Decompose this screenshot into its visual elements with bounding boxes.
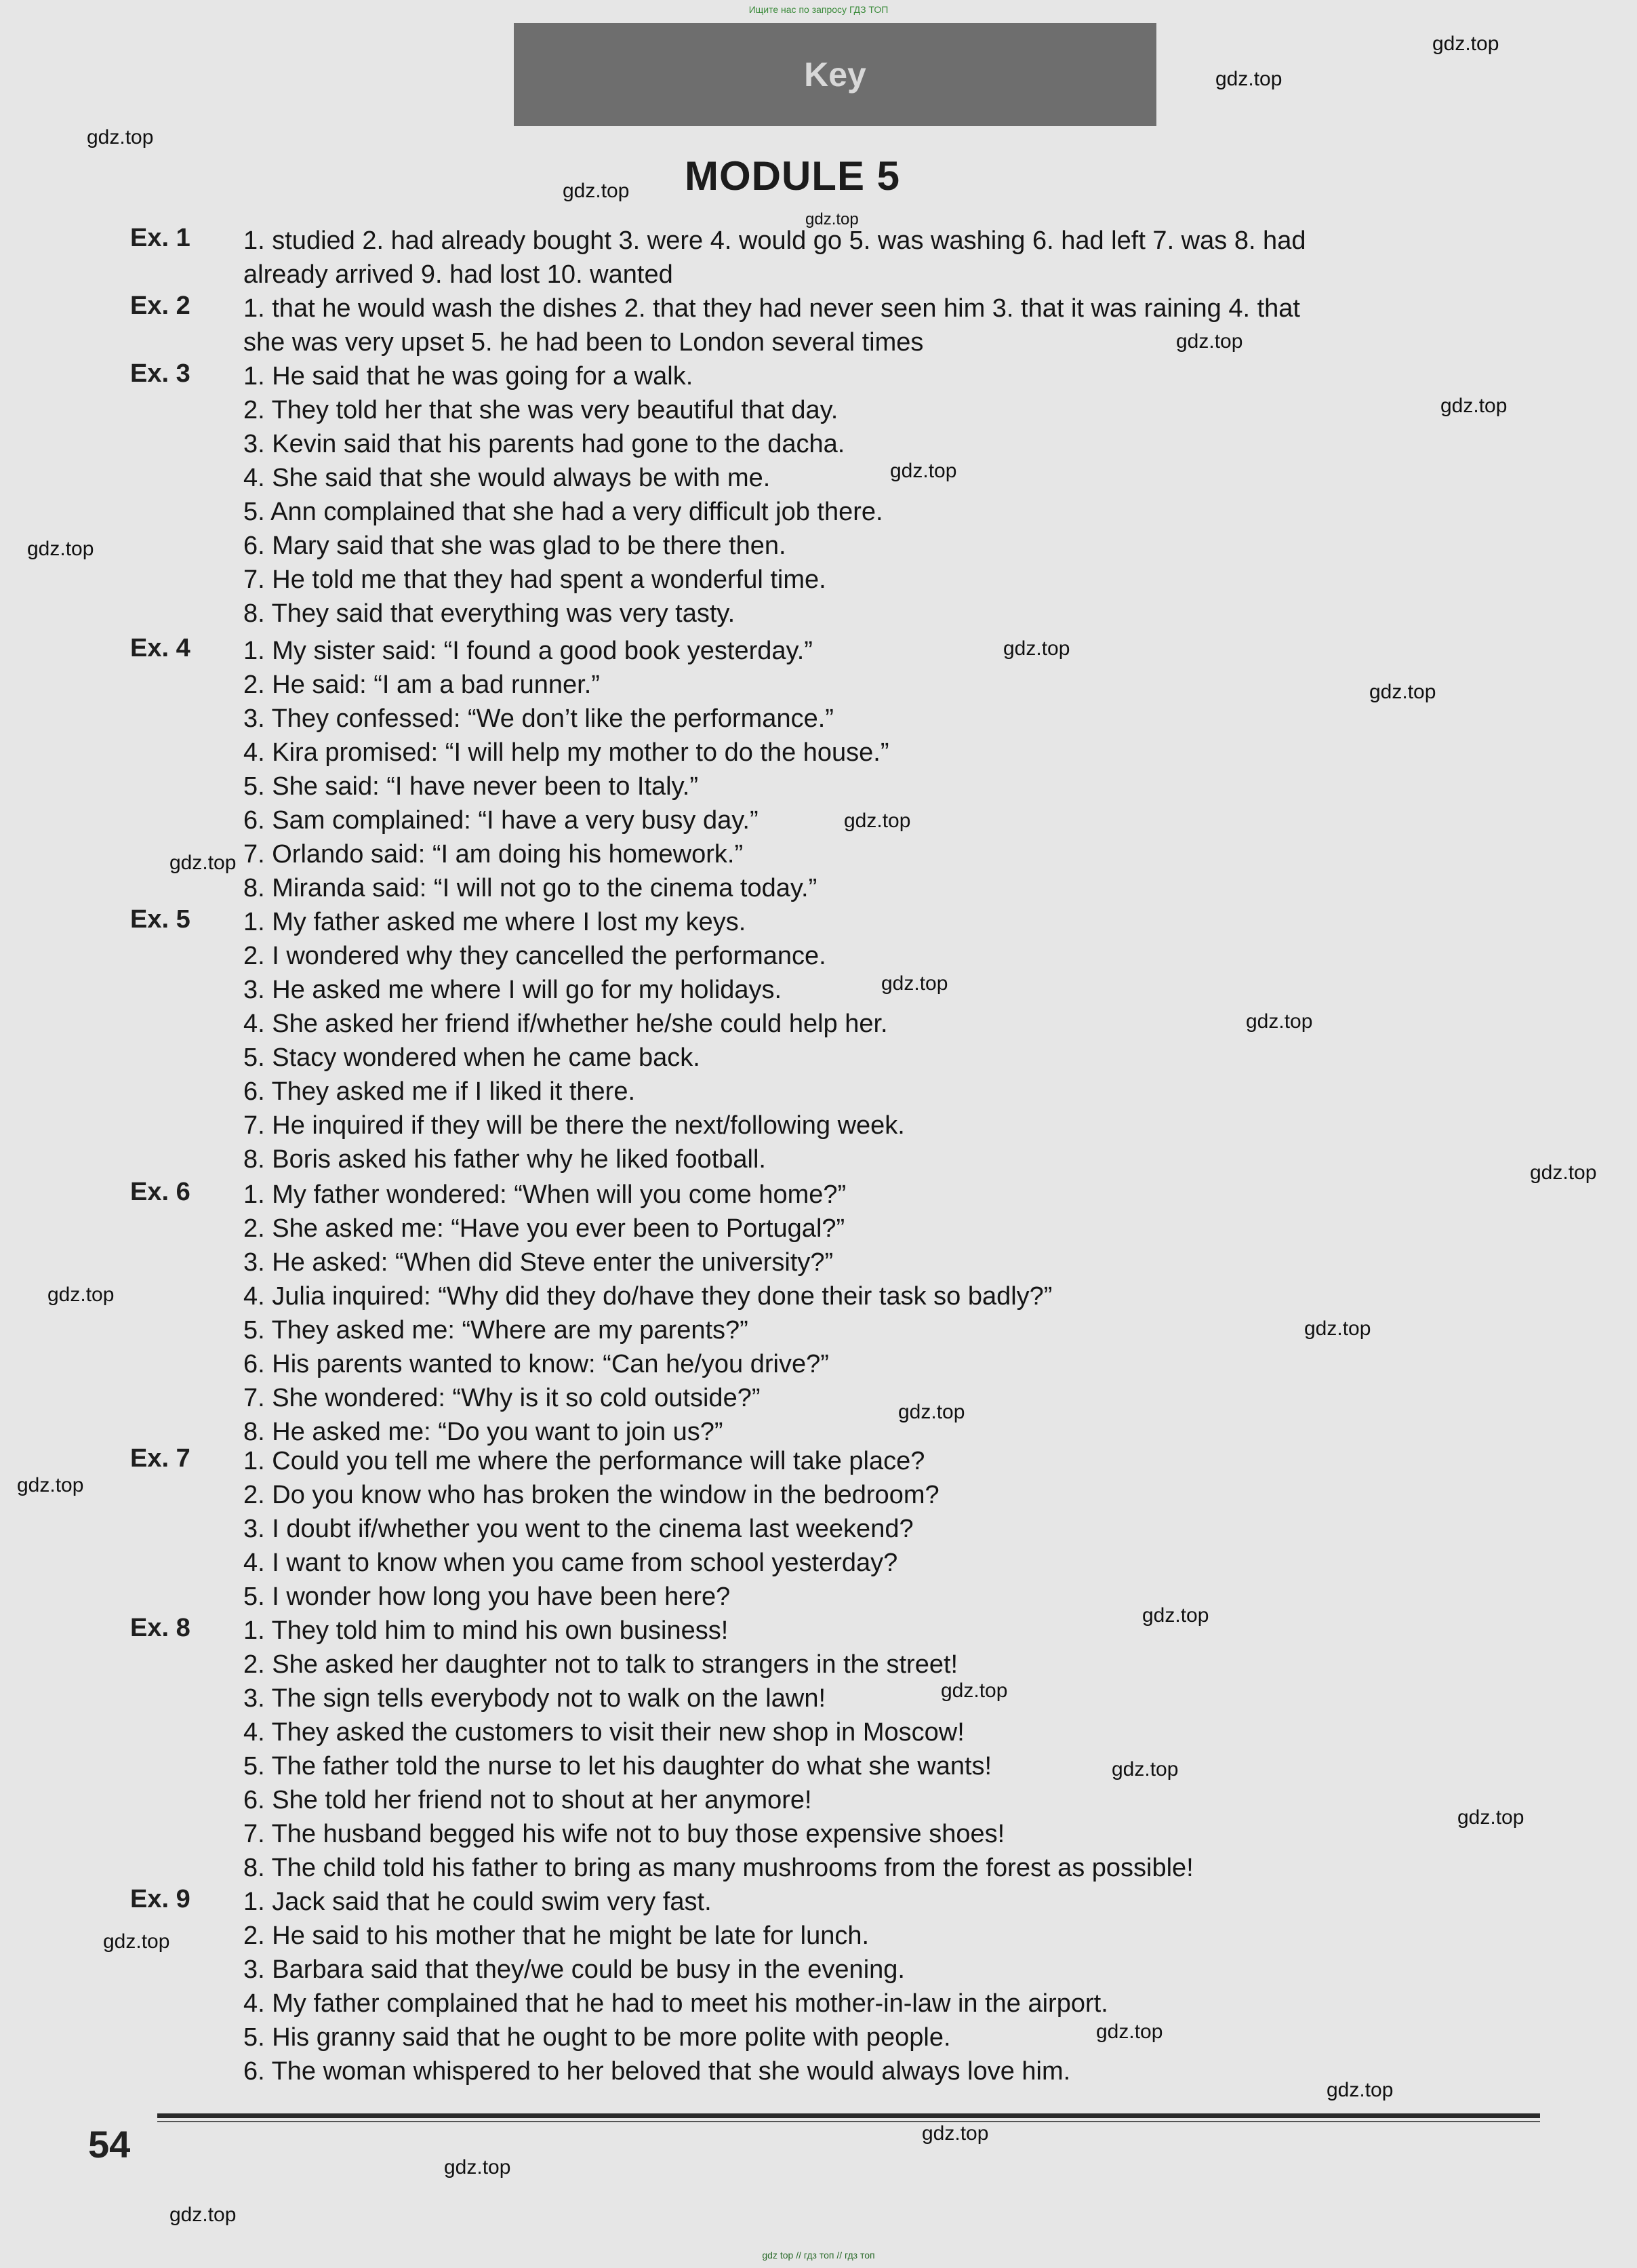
footer-rule-thin xyxy=(157,2121,1540,2122)
watermark: gdz.top xyxy=(103,1930,170,1953)
watermark: gdz.top xyxy=(87,126,154,148)
exercise-label: Ex. 8 xyxy=(130,1614,190,1642)
answer-line: 8. The child told his father to bring as many mushrooms from the forest as possible! xyxy=(243,1854,1194,1882)
answer-line: 5. Stacy wondered when he came back. xyxy=(243,1043,700,1072)
answer-line: 1. Jack said that he could swim very fast. xyxy=(243,1888,712,1916)
watermark: gdz.top xyxy=(805,210,859,228)
watermark: gdz.top xyxy=(1096,2021,1163,2043)
answer-line: 3. He asked me where I will go for my holidays. xyxy=(243,976,782,1004)
exercise-label: Ex. 1 xyxy=(130,224,190,252)
answer-line: 4. My father complained that he had to meet his mother-in-law in the airport. xyxy=(243,1989,1108,2018)
answer-line: 5. They asked me: “Where are my parents?” xyxy=(243,1316,748,1345)
answer-line: 5. The father told the nurse to let his daughter do what she wants! xyxy=(243,1752,992,1780)
answer-line: 3. The sign tells everybody not to walk on the lawn! xyxy=(243,1684,826,1713)
answer-line: 7. He told me that they had spent a wonderful time. xyxy=(243,565,826,594)
answer-line: 2. I wondered why they cancelled the performance. xyxy=(243,942,826,970)
answer-line: 2. Do you know who has broken the window in the bedroom? xyxy=(243,1481,939,1509)
answer-line: 8. Boris asked his father why he liked football. xyxy=(243,1145,766,1174)
answer-line: 5. She said: “I have never been to Italy.” xyxy=(243,772,699,801)
answer-line: 1. My sister said: “I found a good book yesterday.” xyxy=(243,637,813,665)
exercise-label: Ex. 2 xyxy=(130,292,190,320)
answer-line: 5. His granny said that he ought to be more polite with people. xyxy=(243,2023,951,2052)
answer-line: 1. He said that he was going for a walk. xyxy=(243,362,693,391)
answer-line: 7. He inquired if they will be there the next/following week. xyxy=(243,1111,905,1140)
watermark: gdz.top xyxy=(898,1401,965,1423)
exercise-label: Ex. 7 xyxy=(130,1444,190,1473)
answer-line: 1. My father wondered: “When will you come home?” xyxy=(243,1180,847,1209)
watermark: gdz.top xyxy=(563,180,630,202)
watermark: gdz.top xyxy=(1457,1806,1524,1829)
footer-rule xyxy=(157,2113,1540,2118)
watermark: gdz.top xyxy=(169,852,237,874)
answer-line: 8. They said that everything was very tasty. xyxy=(243,599,735,628)
answer-line: 7. The husband begged his wife not to buy those expensive shoes! xyxy=(243,1820,1005,1848)
page-number: 54 xyxy=(88,2123,131,2166)
key-header-label: Key xyxy=(804,56,866,94)
answer-line: 4. Kira promised: “I will help my mother to do the house.” xyxy=(243,738,889,767)
module-title: MODULE 5 xyxy=(685,153,901,199)
answer-line: 6. They asked me if I liked it there. xyxy=(243,1077,636,1106)
answer-line: 2. He said to his mother that he might be late for lunch. xyxy=(243,1922,870,1950)
answer-line: 2. They told her that she was very beautiful that day. xyxy=(243,396,838,424)
answer-line: 3. He asked: “When did Steve enter the university?” xyxy=(243,1248,834,1277)
exercise-label: Ex. 6 xyxy=(130,1178,190,1206)
watermark: gdz.top xyxy=(1246,1010,1313,1033)
watermark: gdz.top xyxy=(1432,33,1499,55)
answer-line: 3. Kevin said that his parents had gone to the dacha. xyxy=(243,430,845,458)
answer-line: 1. studied 2. had already bought 3. were 4. would go 5. was washing 6. had left 7. was 8. had xyxy=(243,226,1306,255)
answer-line: 6. She told her friend not to shout at her anymore! xyxy=(243,1786,812,1814)
watermark: gdz.top xyxy=(1003,637,1070,660)
bottom-banner: gdz top // гдз топ // гдз топ xyxy=(762,2250,875,2261)
watermark: gdz.top xyxy=(1176,330,1243,353)
answer-line: 1. Could you tell me where the performance will take place? xyxy=(243,1447,925,1475)
watermark: gdz.top xyxy=(1215,68,1282,90)
answer-line: 3. Barbara said that they/we could be busy in the evening. xyxy=(243,1955,905,1984)
answer-line: 6. Mary said that she was glad to be there then. xyxy=(243,532,786,560)
watermark: gdz.top xyxy=(844,810,911,832)
answer-line: 6. Sam complained: “I have a very busy day.” xyxy=(243,806,759,835)
answer-line: 1. that he would wash the dishes 2. that they had never seen him 3. that it was raining 4. that xyxy=(243,294,1300,323)
answer-line: 2. She asked her daughter not to talk to strangers in the street! xyxy=(243,1650,958,1679)
answer-line: 5. I wonder how long you have been here? xyxy=(243,1583,731,1611)
watermark: gdz.top xyxy=(169,2204,237,2226)
answer-line: 2. She asked me: “Have you ever been to Portugal?” xyxy=(243,1214,845,1243)
answer-line: 4. She asked her friend if/whether he/she could help her. xyxy=(243,1010,888,1038)
answer-line: 4. I want to know when you came from school yesterday? xyxy=(243,1549,898,1577)
watermark: gdz.top xyxy=(881,972,948,995)
answer-line: 6. His parents wanted to know: “Can he/you drive?” xyxy=(243,1350,829,1378)
exercise-label: Ex. 3 xyxy=(130,359,190,388)
watermark: gdz.top xyxy=(1304,1317,1371,1340)
top-banner: Ищите нас по запросу ГДЗ ТОП xyxy=(748,4,889,15)
answer-line: 4. She said that she would always be with me. xyxy=(243,464,771,492)
watermark: gdz.top xyxy=(1327,2079,1394,2101)
answer-line: 2. He said: “I am a bad runner.” xyxy=(243,671,600,699)
answer-line: 1. My father asked me where I lost my keys. xyxy=(243,908,746,936)
answer-line: already arrived 9. had lost 10. wanted xyxy=(243,260,673,289)
answer-line: she was very upset 5. he had been to London several times xyxy=(243,328,924,357)
watermark: gdz.top xyxy=(1369,681,1436,703)
answer-line: 4. They asked the customers to visit their new shop in Moscow! xyxy=(243,1718,965,1747)
watermark: gdz.top xyxy=(27,538,94,560)
watermark: gdz.top xyxy=(890,460,957,482)
watermark: gdz.top xyxy=(47,1284,115,1306)
answer-line: 4. Julia inquired: “Why did they do/have they done their task so badly?” xyxy=(243,1282,1053,1311)
answer-line: 1. They told him to mind his own business! xyxy=(243,1616,729,1645)
exercise-label: Ex. 4 xyxy=(130,634,190,662)
watermark: gdz.top xyxy=(1440,395,1508,417)
watermark: gdz.top xyxy=(1142,1604,1209,1627)
watermark: gdz.top xyxy=(1112,1758,1179,1780)
answer-line: 6. The woman whispered to her beloved that she would always love him. xyxy=(243,2057,1071,2086)
key-header-box xyxy=(514,23,1156,126)
watermark: gdz.top xyxy=(941,1679,1008,1702)
answer-line: 8. He asked me: “Do you want to join us?” xyxy=(243,1418,723,1446)
exercise-label: Ex. 5 xyxy=(130,905,190,934)
answer-line: 3. They confessed: “We don’t like the performance.” xyxy=(243,704,834,733)
answer-line: 7. Orlando said: “I am doing his homework.” xyxy=(243,840,744,869)
answer-line: 7. She wondered: “Why is it so cold outside?” xyxy=(243,1384,761,1412)
watermark: gdz.top xyxy=(922,2122,989,2145)
watermark: gdz.top xyxy=(444,2156,511,2179)
answer-line: 3. I doubt if/whether you went to the cinema last weekend? xyxy=(243,1515,914,1543)
answer-line: 5. Ann complained that she had a very difficult job there. xyxy=(243,498,883,526)
exercise-label: Ex. 9 xyxy=(130,1885,190,1913)
answer-line: 8. Miranda said: “I will not go to the cinema today.” xyxy=(243,874,817,902)
watermark: gdz.top xyxy=(17,1474,84,1496)
watermark: gdz.top xyxy=(1530,1161,1597,1184)
